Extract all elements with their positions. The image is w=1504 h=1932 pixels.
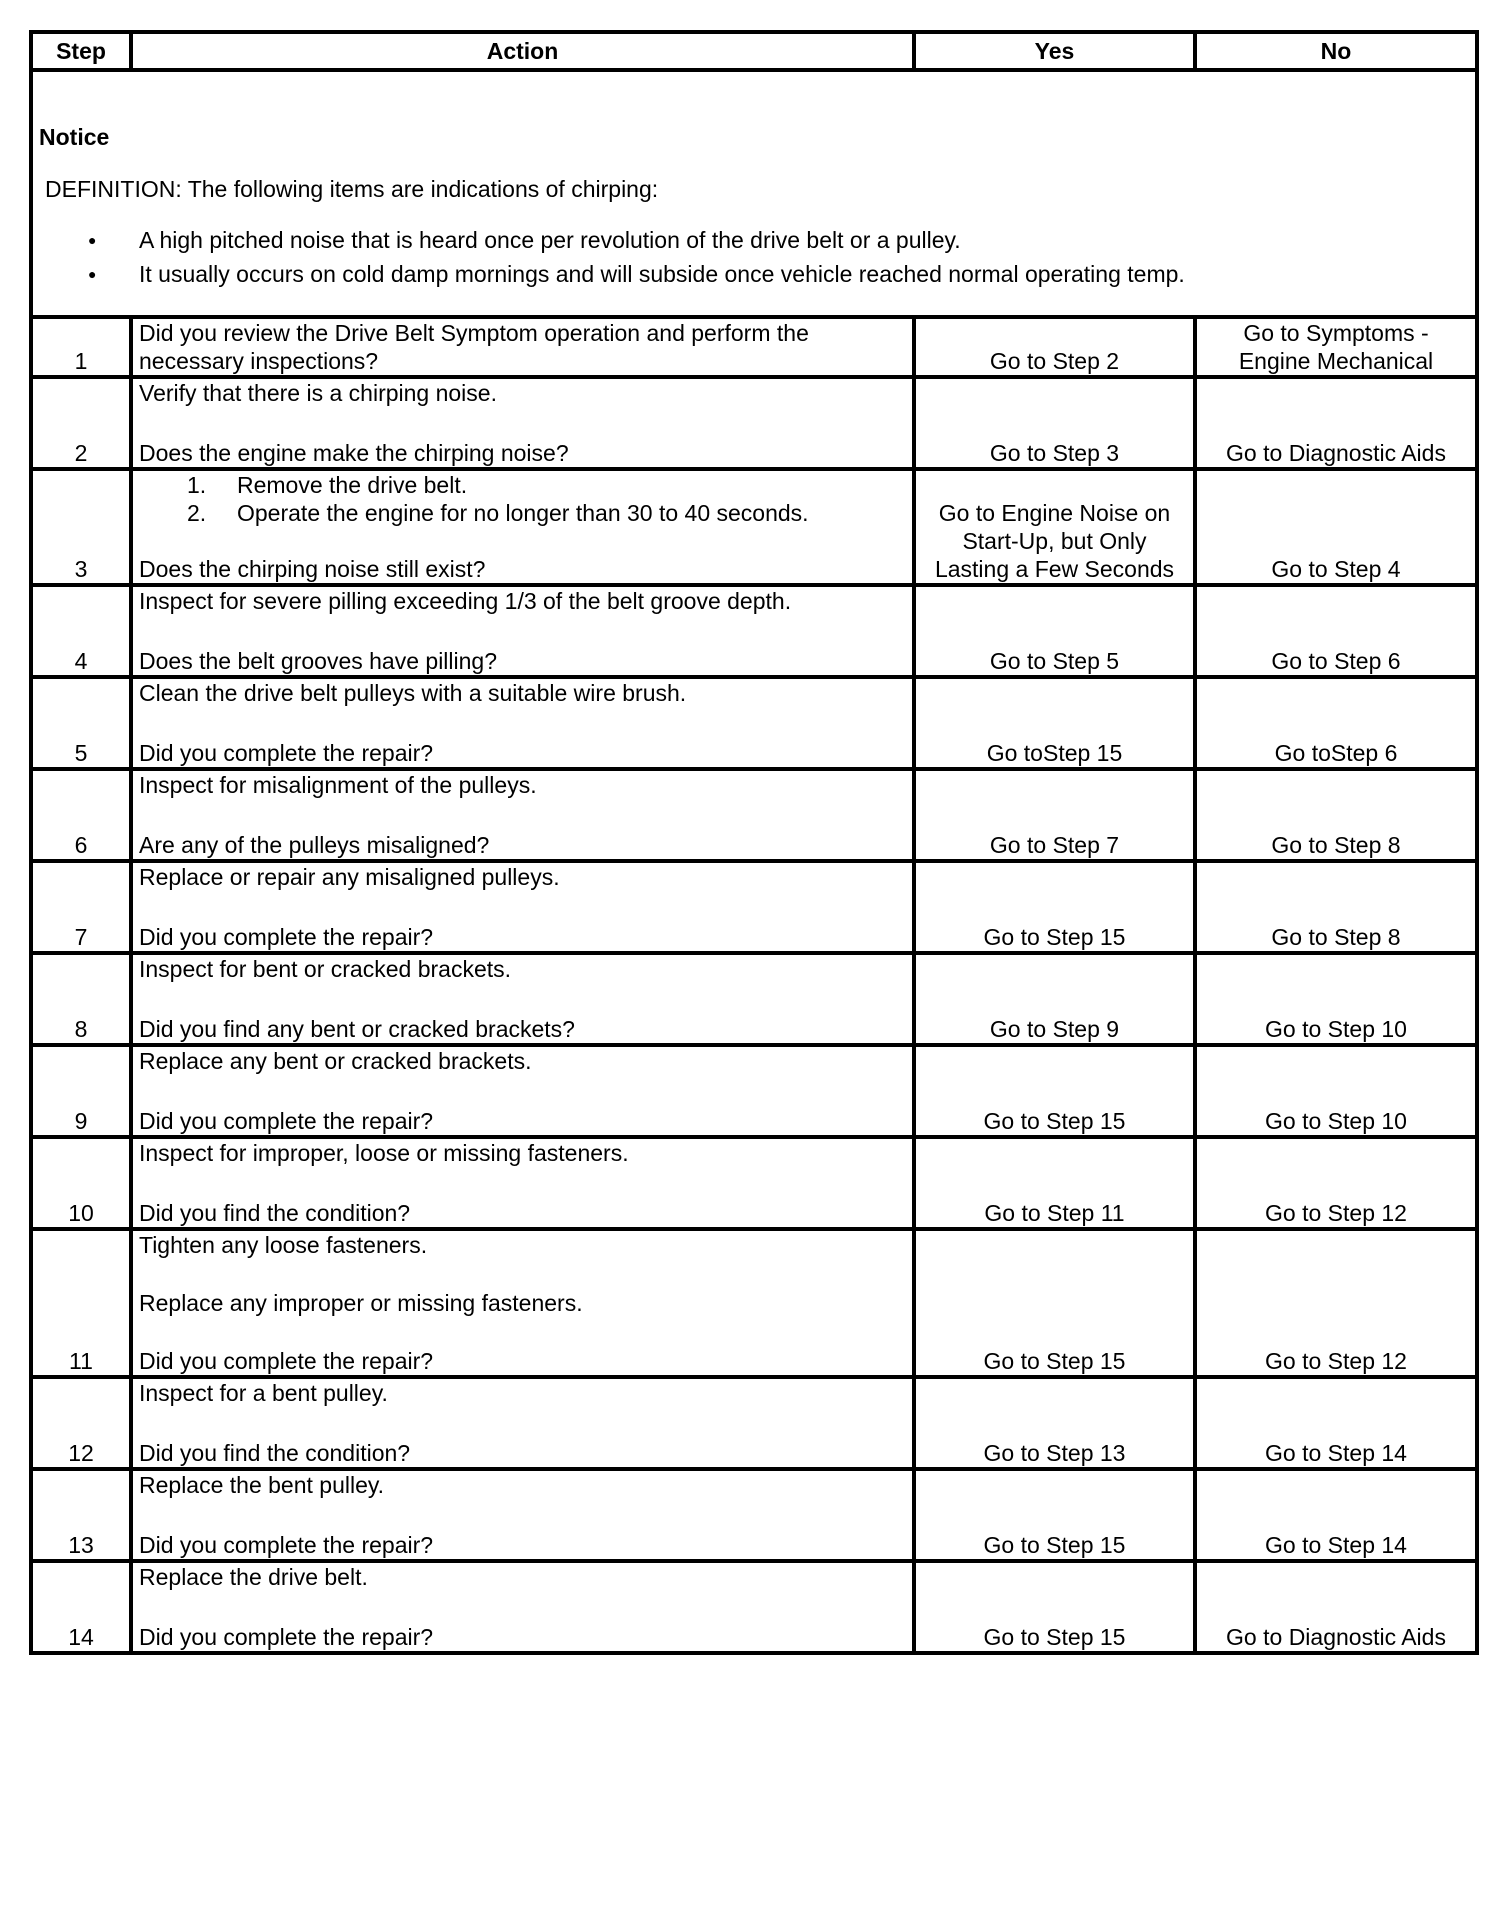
no-result-text: Go to Step 8 — [1271, 924, 1401, 950]
yes-result — [914, 1229, 1195, 1377]
table-row — [31, 1377, 1477, 1469]
no-result — [1195, 1377, 1477, 1469]
notice-definition: DEFINITION: The following items are indications of chirping: — [45, 176, 659, 202]
action-content — [139, 955, 906, 1043]
no-result-text: Go to Step 10 — [1265, 1108, 1407, 1134]
no-result — [1195, 677, 1477, 769]
action-instruction: Replace any improper or missing fasteners. — [139, 1290, 583, 1316]
yes-result-text: Start-Up, but Only — [962, 528, 1147, 554]
table-row — [31, 469, 1477, 585]
yes-result — [914, 861, 1195, 953]
action-instruction: Replace the bent pulley. — [139, 1472, 385, 1498]
header-yes: Yes — [914, 32, 1195, 70]
step-number: 6 — [31, 769, 131, 861]
action-cell — [131, 1377, 914, 1469]
action-cell — [131, 1137, 914, 1229]
action-question: Did you find any bent or cracked brackets? — [139, 1016, 575, 1042]
action-question: Does the engine make the chirping noise? — [139, 440, 569, 466]
step-number: 5 — [31, 677, 131, 769]
action-question: Did you complete the repair? — [139, 1108, 434, 1134]
no-result — [1195, 377, 1477, 469]
no-result-text: Go to Step 8 — [1271, 832, 1401, 858]
step-number: 2 — [31, 377, 131, 469]
action-question: Did you find the condition? — [139, 1440, 411, 1466]
no-result — [1195, 1137, 1477, 1229]
step-number: 10 — [31, 1137, 131, 1229]
yes-result-text: Go to Step 15 — [983, 924, 1126, 950]
action-cell — [131, 1469, 914, 1561]
step-number: 3 — [31, 469, 131, 585]
step-number: 12 — [31, 1377, 131, 1469]
action-cell — [131, 585, 914, 677]
action-cell — [131, 469, 914, 585]
table-row — [31, 677, 1477, 769]
no-result-text: Go to Symptoms - — [1243, 320, 1429, 346]
no-result-text: Go to Step 12 — [1265, 1200, 1407, 1226]
action-content — [139, 1471, 906, 1559]
table-row — [31, 377, 1477, 469]
yes-result — [914, 1045, 1195, 1137]
action-cell — [131, 377, 914, 469]
action-instruction: Clean the drive belt pulleys with a suitable wire brush. — [139, 680, 687, 706]
header-action: Action — [131, 32, 914, 70]
action-cell — [131, 953, 914, 1045]
action-instruction: Replace any bent or cracked brackets. — [139, 1048, 532, 1074]
step-number: 11 — [31, 1229, 131, 1377]
action-cell — [131, 861, 914, 953]
substep-number: 2. — [187, 500, 207, 526]
yes-result-text: Go to Step 5 — [989, 648, 1120, 674]
yes-result-text: Go to Step 2 — [989, 348, 1120, 374]
action-instruction: Verify that there is a chirping noise. — [139, 380, 497, 406]
table-row — [31, 585, 1477, 677]
yes-result — [914, 1137, 1195, 1229]
action-question: Did you find the condition? — [139, 1200, 411, 1226]
action-content — [139, 1563, 906, 1651]
action-content — [139, 471, 906, 583]
notice-bullet-list — [39, 223, 1469, 291]
action-instruction: Tighten any loose fasteners. — [139, 1232, 428, 1258]
yes-result-text: Go to Step 15 — [983, 1532, 1126, 1558]
no-result — [1195, 469, 1477, 585]
table-row — [31, 953, 1477, 1045]
action-instruction: Inspect for a bent pulley. — [139, 1380, 388, 1406]
step-number: 1 — [31, 317, 131, 377]
action-instruction: Inspect for severe pilling exceeding 1/3 of the belt groove depth. — [139, 588, 792, 614]
action-text: necessary inspections? — [139, 348, 379, 374]
no-result-text: Go to Step 14 — [1265, 1532, 1407, 1558]
yes-result — [914, 317, 1195, 377]
table-row — [31, 1229, 1477, 1377]
action-content — [139, 679, 906, 767]
diagnostic-table — [29, 30, 1479, 1655]
table-row — [31, 1469, 1477, 1561]
action-question: Does the belt grooves have pilling? — [139, 648, 498, 674]
yes-result-text: Go to Step 15 — [983, 1348, 1126, 1374]
table-row — [31, 861, 1477, 953]
action-instruction: Replace or repair any misaligned pulleys. — [139, 864, 560, 890]
yes-result-text: Go toStep 15 — [986, 740, 1123, 766]
no-result-text: Go to Step 14 — [1265, 1440, 1407, 1466]
step-number: 9 — [31, 1045, 131, 1137]
yes-result — [914, 677, 1195, 769]
no-result-text: Go toStep 6 — [1274, 740, 1398, 766]
no-result — [1195, 953, 1477, 1045]
action-question: Did you complete the repair? — [139, 924, 434, 950]
yes-result-text: Go to Step 7 — [989, 832, 1120, 858]
action-instruction: Inspect for bent or cracked brackets. — [139, 956, 512, 982]
no-result-text: Go to Step 4 — [1271, 556, 1401, 582]
substep-list — [139, 471, 906, 527]
table-row — [31, 1561, 1477, 1653]
action-content — [139, 1379, 906, 1467]
substep-text: Operate the engine for no longer than 30 to 40 seconds. — [237, 500, 809, 526]
table-row — [31, 769, 1477, 861]
table-row — [31, 1137, 1477, 1229]
action-cell — [131, 317, 914, 377]
action-cell — [131, 1229, 914, 1377]
no-result — [1195, 1229, 1477, 1377]
no-result — [1195, 317, 1477, 377]
yes-result — [914, 585, 1195, 677]
step-number: 8 — [31, 953, 131, 1045]
yes-result-text: Go to Step 9 — [989, 1016, 1120, 1042]
no-result-text: Go to Step 10 — [1265, 1016, 1407, 1042]
step-number: 7 — [31, 861, 131, 953]
step-number: 4 — [31, 585, 131, 677]
action-instruction: Inspect for improper, loose or missing fasteners. — [139, 1140, 629, 1166]
no-result — [1195, 861, 1477, 953]
yes-result-text: Go to Step 3 — [989, 440, 1120, 466]
action-question: Did you complete the repair? — [139, 1348, 434, 1374]
yes-result-text: Go to Step 15 — [983, 1624, 1126, 1650]
substep-item — [139, 471, 906, 499]
action-question: Did you complete the repair? — [139, 1532, 434, 1558]
no-result-text: Go to Step 12 — [1265, 1348, 1407, 1374]
no-result-text: Go to Diagnostic Aids — [1226, 1624, 1446, 1650]
no-result — [1195, 1469, 1477, 1561]
action-question: Did you complete the repair? — [139, 1624, 434, 1650]
action-cell — [131, 1561, 914, 1653]
substep-number: 1. — [187, 472, 207, 498]
action-content — [139, 863, 906, 951]
no-result-text: Go to Diagnostic Aids — [1226, 440, 1446, 466]
substep-text: Remove the drive belt. — [237, 472, 468, 498]
action-cell — [131, 769, 914, 861]
yes-result-text: Go to Engine Noise on — [938, 500, 1171, 526]
no-result — [1195, 1045, 1477, 1137]
notice-cell — [31, 70, 1477, 317]
yes-result-text: Go to Step 11 — [984, 1200, 1125, 1226]
yes-result — [914, 377, 1195, 469]
yes-result-text: Lasting a Few Seconds — [934, 556, 1175, 582]
action-text: Did you review the Drive Belt Symptom operation and perform the — [139, 320, 809, 346]
action-question: Does the chirping noise still exist? — [139, 556, 486, 582]
action-content — [139, 771, 906, 859]
no-result — [1195, 585, 1477, 677]
yes-result — [914, 1469, 1195, 1561]
table-row — [31, 317, 1477, 377]
step-rows — [31, 317, 1477, 1653]
step-number: 13 — [31, 1469, 131, 1561]
header-row — [31, 32, 1477, 70]
action-cell — [131, 1045, 914, 1137]
yes-result — [914, 769, 1195, 861]
header-step: Step — [31, 32, 131, 70]
yes-result-text: Go to Step 13 — [983, 1440, 1126, 1466]
yes-result — [914, 1561, 1195, 1653]
step-number: 14 — [31, 1561, 131, 1653]
action-content — [139, 587, 906, 675]
action-content — [139, 1047, 906, 1135]
notice-bullet: ● A high pitched noise that is heard once per revolution of the drive belt or a pulley. — [39, 223, 1469, 257]
no-result-text: Engine Mechanical — [1238, 348, 1434, 374]
notice-title: Notice — [39, 124, 110, 150]
no-result-text: Go to Step 6 — [1271, 648, 1401, 674]
yes-result — [914, 469, 1195, 585]
action-content — [139, 1139, 906, 1227]
no-result — [1195, 769, 1477, 861]
action-instruction: Inspect for misalignment of the pulleys. — [139, 772, 537, 798]
header-no: No — [1195, 32, 1477, 70]
no-result — [1195, 1561, 1477, 1653]
action-content — [139, 319, 906, 375]
action-content — [139, 379, 906, 467]
action-instruction: Replace the drive belt. — [139, 1564, 368, 1590]
action-content — [139, 1231, 906, 1375]
notice-row — [31, 70, 1477, 317]
action-question: Did you complete the repair? — [139, 740, 434, 766]
table-row — [31, 1045, 1477, 1137]
action-cell — [131, 677, 914, 769]
yes-result-text: Go to Step 15 — [983, 1108, 1126, 1134]
yes-result — [914, 1377, 1195, 1469]
notice-bullet: ● It usually occurs on cold damp mornings and will subside once vehicle reached normal operating temp. — [39, 257, 1469, 291]
substep-item — [139, 499, 906, 527]
action-question: Are any of the pulleys misaligned? — [139, 832, 490, 858]
yes-result — [914, 953, 1195, 1045]
